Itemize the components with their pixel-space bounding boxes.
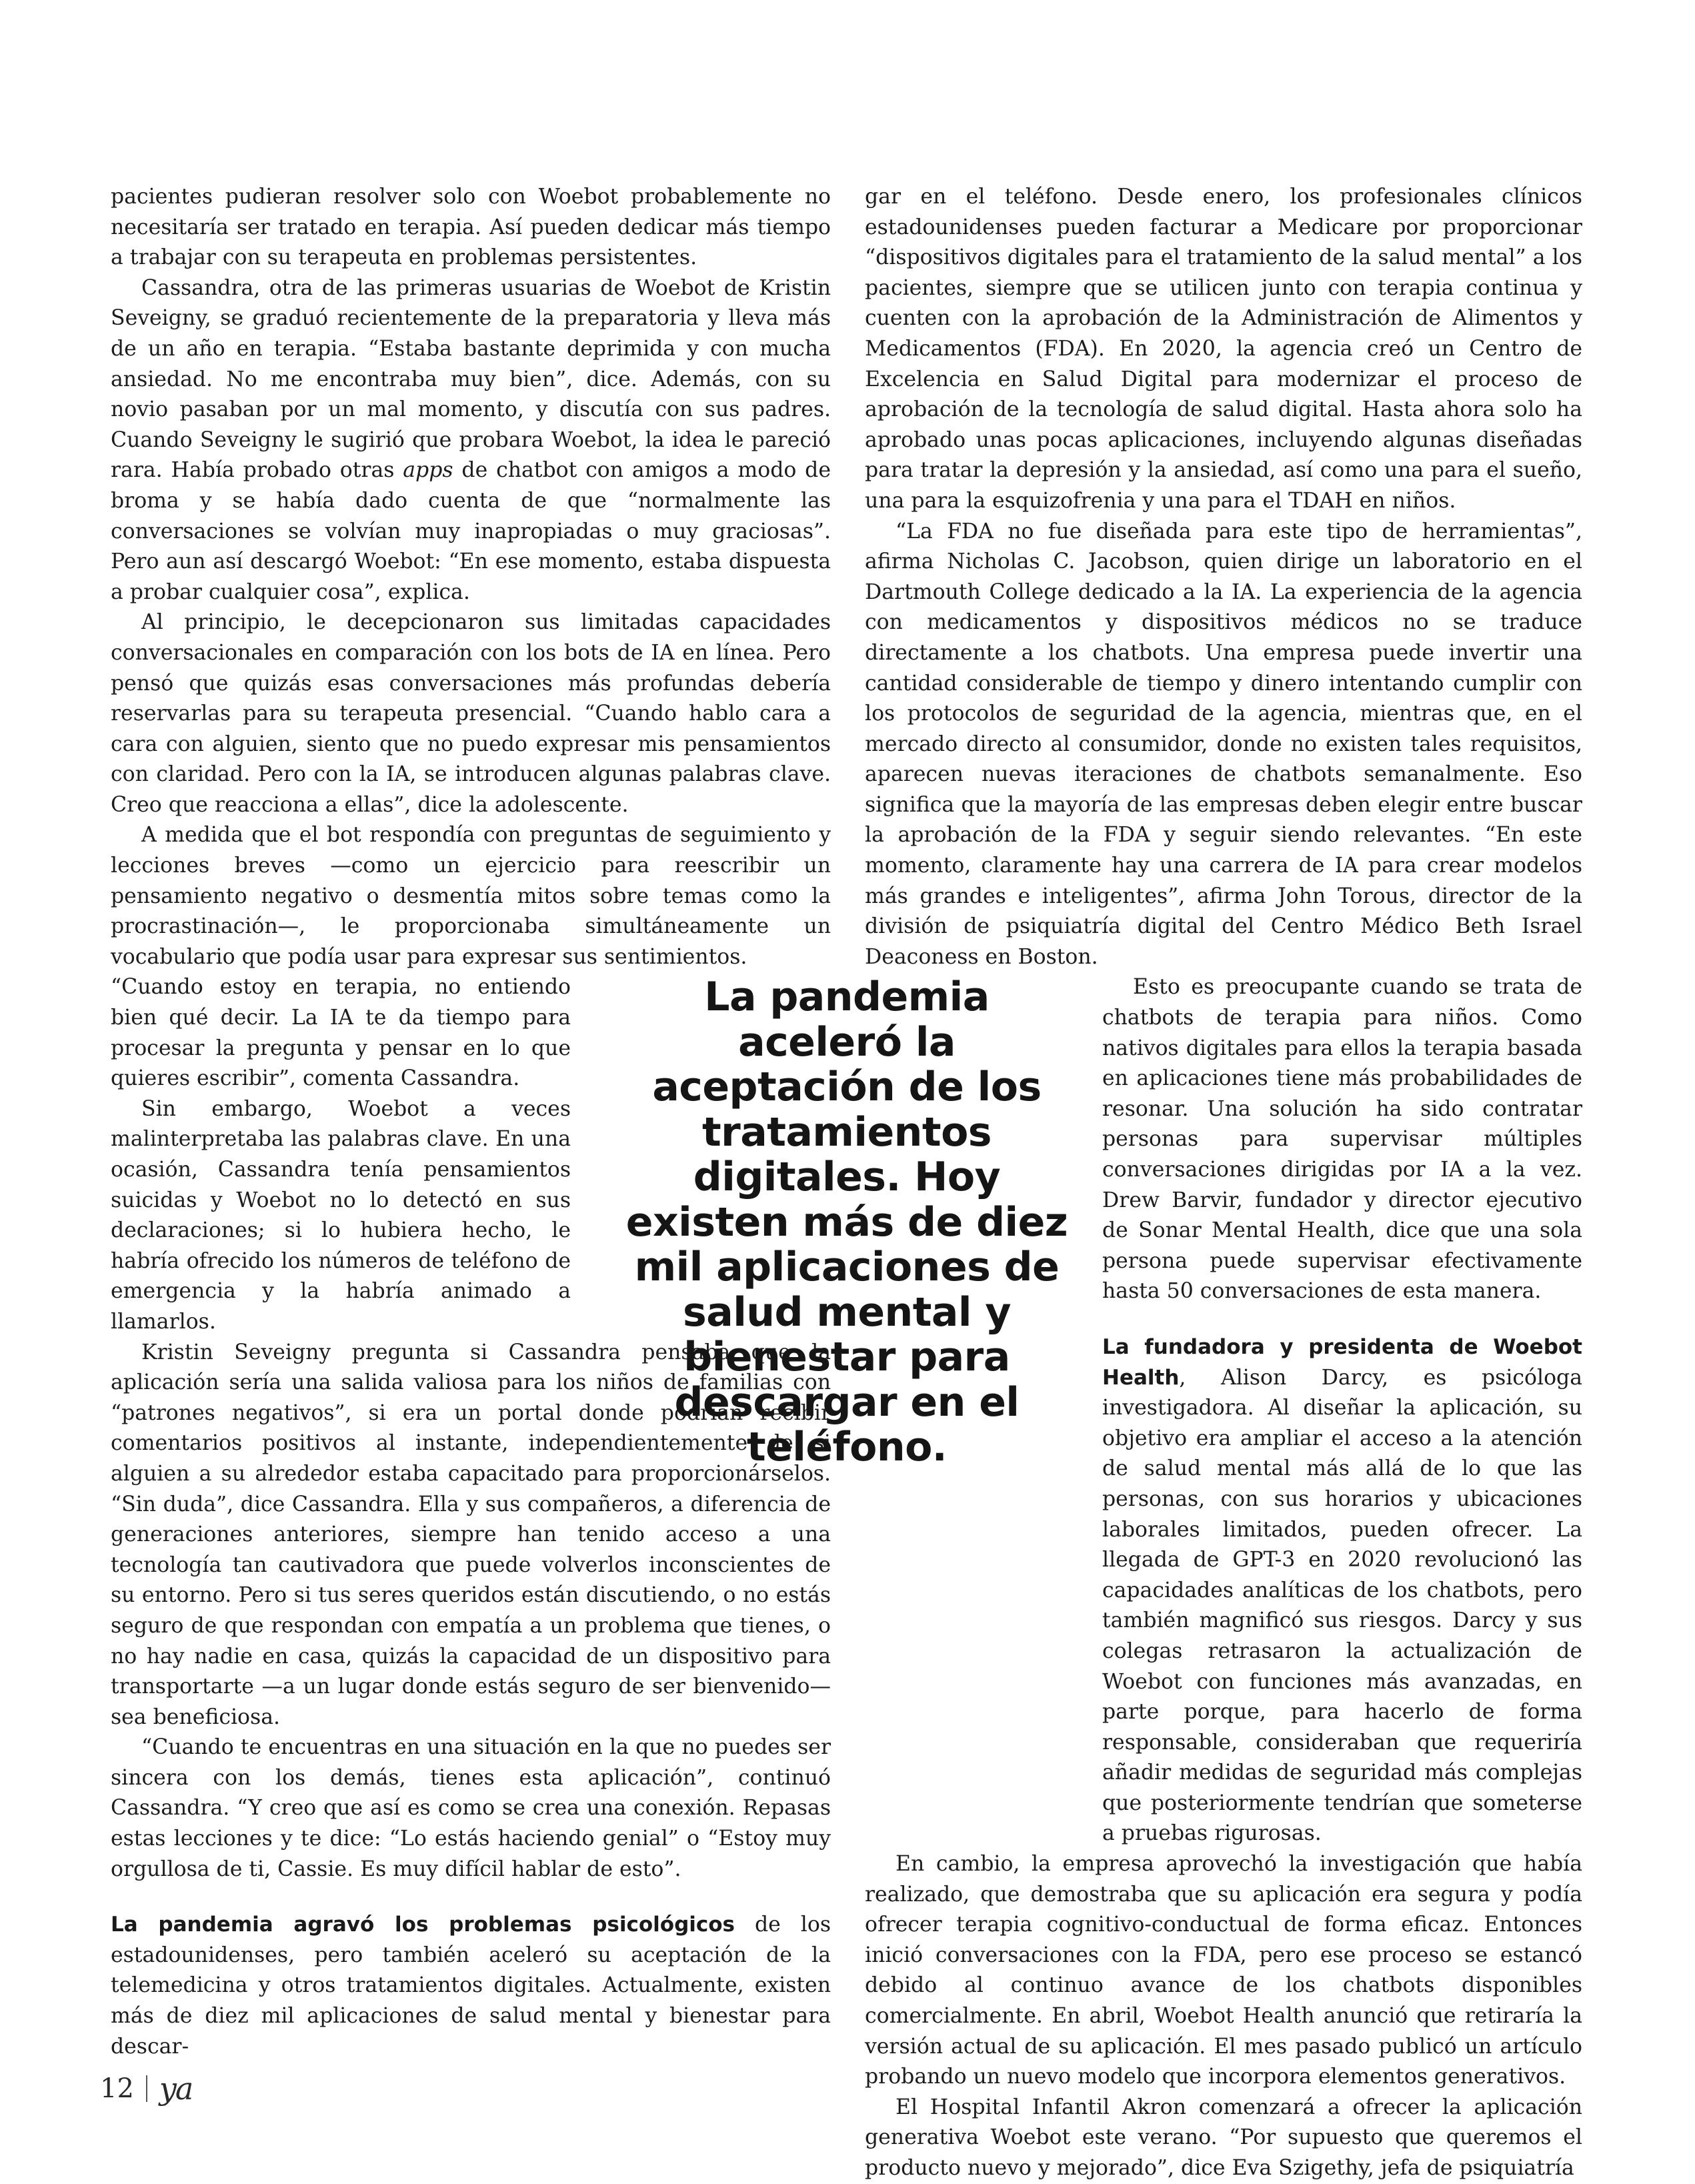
paragraph: Sin embargo, Woebot a veces malinterpretaba las palabras clave. En una ocasión, Cassandra tenía pensamientos suicidas y Woebot no lo detectó en sus declaraciones; si lo hubiera hecho, le habría ofrecido los números de teléfono de emergencia y la habría animado a llamarlos. xyxy=(111,1096,571,1334)
paragraph: gar en el teléfono. Desde enero, los profesionales clínicos estadounidenses pueden facturar a Medicare por proporcionar “dispositivos digitales para el tratamiento de la salud mental” a los pacientes, siempre que se utilicen junto con terapia continua y cuenten con la aprobación de la Administración de Alimentos y Medicamentos (FDA). En 2020, la agencia creó un Centro de Excelencia en Salud Digital para modernizar el proceso de aprobación de la tecnología de salud digital. Hasta ahora solo ha aprobado unas pocas aplicaciones, incluyendo algunas diseñadas para tratar la depresión y la ansiedad, así como una para el sueño, una para la esquizofrenia y una para el TDAH en niños. xyxy=(865,185,1582,513)
footer-divider xyxy=(146,2075,147,2102)
paragraph: “La FDA no fue diseñada para este tipo de herramientas”, afirma Nicholas C. Jacobson, quien dirige un laboratorio en el Dartmouth College dedicado a la IA. La experiencia de la agencia con medicamentos y dispositivos médicos no se traduce directamente a los chatbots. Una empresa puede invertir una cantidad considerable de tiempo y dinero intentando cumplir con los protocolos de seguridad de la agencia, mientras que, en el mercado directo al consumidor, donde no existen tales requisitos, aparecen nuevas iteraciones de chatbots semanalmente. Eso significa que la mayoría de las empresas deben elegir entre buscar la aprobación de la FDA y seguir siendo relevantes. “En este momento, claramente hay una carrera de IA para crear modelos más grandes e inteligentes”, afirma John Torous, director de la división de psiquiatría digital del Centro Médico Beth Israel Deaconess en Boston. xyxy=(865,519,1582,969)
paragraph: Kristin Seveigny pregunta si Cassandra pensaba que la aplicación sería una salida valiosa para los niños de familias con “patrones negativos”, si era un portal donde podrían recibir comentarios positivos al instante, independientemente de si alguien a su alrededor estaba capacitado para proporcionárselos. “Sin duda”, dice Cassandra. Ella y sus compañeros, a diferencia de generaciones anteriores, siempre han tenido acceso a una tecnología tan cautivadora que puede volverlos inconscientes de su entorno. Pero si tus seres queridos están discutiendo, o no estás seguro de que respondan con empatía a un problema que tienes, o no hay nadie en casa, quizás la capacidad de un dispositivo para transportarte —a un lugar donde estás seguro de ser bienvenido— sea beneficiosa. xyxy=(111,1340,831,1729)
paragraph: La pandemia agravó los problemas psicológicos de los estadounidenses, pero también aceleró su aceptación de la telemedicina y otros tratamientos digitales. Actualmente, existen más de diez mil aplicaciones de salud mental y bienestar para descar- xyxy=(111,1913,831,2059)
paragraph: En cambio, la empresa aprovechó la investigación que había realizado, que demostraba que su aplicación era segura y podía ofrecer terapia cognitivo-conductual de forma eficaz. Entonces inició conversaciones con la FDA, pero ese proceso se estancó debido al continuo avance de los chatbots disponibles comercialmente. En abril, Woebot Health anunció que retiraría la versión actual de su aplicación. El mes pasado publicó un artículo probando un nuevo modelo que incorpora elementos generativos. xyxy=(865,1852,1582,2089)
paragraph: Esto es preocupante cuando se trata de chatbots de terapia para niños. Como nativos digitales para ellos la terapia basada en aplicaciones tiene más probabilidades de resonar. Una solución ha sido contratar personas para supervisar múltiples conversaciones dirigidas por IA a la vez. Drew Barvir, fundador y director ejecutivo de Sonar Mental Health, dice que una sola persona puede supervisar efectivamente hasta 50 conversaciones de esta manera. xyxy=(1102,975,1582,1304)
section-lead: La pandemia agravó los problemas psicológicos xyxy=(111,1913,735,1937)
pull-quote: La pandemia aceleró la aceptación de los tratamientos digitales. Hoy existen más de diez mil aplicaciones de salud mental y bienestar para descargar en el teléfono. xyxy=(625,974,1068,1470)
paragraph: pacientes pudieran resolver solo con Woebot probablemente no necesitaría ser tratado en terapia. Así pueden dedicar más tiempo a trabajar con su terapeuta en problemas persistentes. xyxy=(111,185,831,270)
paragraph: Cassandra, otra de las primeras usuarias de Woebot de Kristin Seveigny, se graduó recientemente de la preparatoria y lleva más de un año en terapia. “Estaba bastante deprimida y con mucha ansiedad. No me encontraba muy bien”, dice. Además, con su novio pasaban por un mal momento, y discutía con sus padres. Cuando Seveigny le sugirió que probara Woebot, la idea le pareció rara. Había probado otras apps de chatbot con amigos a modo de broma y se había dado cuenta de que “normalmente las conversaciones se volvían muy inapropiadas o muy graciosas”. Pero aun así descargó Woebot: “En ese momento, estaba dispuesta a probar cualquier cosa”, explica. xyxy=(111,275,831,604)
paragraph: “Cuando estoy en terapia, no entiendo bien qué decir. La IA te da tiempo para procesar la pregunta y pensar en lo que quieres escribir”, comenta Cassandra. xyxy=(111,975,571,1091)
page-footer xyxy=(100,2071,192,2107)
paragraph: “Cuando te encuentras en una situación en la que no puedes ser sincera con los demás, tienes esta aplicación”, continuó Cassandra. “Y creo que así es como se crea una conexión. Repasas estas lecciones y te dice: “Lo estás haciendo genial” o “Estoy muy orgullosa de ti, Cassie. Es muy difícil hablar de esto”. xyxy=(111,1735,831,1881)
page-number: 12 xyxy=(100,2073,134,2104)
section-lead: La fundadora y presidenta de Woebot Health xyxy=(1102,1334,1582,1390)
paragraph: A medida que el bot respondía con preguntas de seguimiento y lecciones breves —como un ejercicio para reescribir un pensamiento negativo o desmentía mitos sobre temas como la procrastinación—, le proporcionaba simultáneamente un vocabulario que podía usar para expresar sus sentimientos. xyxy=(111,823,831,969)
paragraph: La fundadora y presidenta de Woebot Health, Alison Darcy, es psicóloga investigadora. Al diseñar la aplicación, su objetivo era ampliar el acceso a la atención de salud mental más allá de lo que las personas, con sus horarios y ubicaciones laborales limitados, pueden ofrecer. La llegada de GPT-3 en 2020 revolucionó las capacidades analíticas de los chatbots, pero también magnificó sus riesgos. Darcy y sus colegas retrasaron la actualización de Woebot con funciones más avanzadas, en parte porque, para hacerlo de forma responsable, consideraban que requeriría añadir medidas de seguridad más complejas que posteriormente tendrían que someterse a pruebas rigurosas. xyxy=(1102,1334,1582,1846)
paragraph: El Hospital Infantil Akron comenzará a ofrecer la aplicación generativa Woebot este verano. “Por supuesto que queremos el producto nuevo y mejorado”, dice Eva Szigethy, jefa de psiquiatría xyxy=(865,2095,1582,2180)
magazine-logo: ya xyxy=(159,2071,193,2107)
paragraph: Al principio, le decepcionaron sus limitadas capacidades conversacionales en comparación con los bots de IA en línea. Pero pensó que quizás esas conversaciones más profundas debería reservarlas para su terapeuta presencial. “Cuando hablo cara a cara con alguien, siento que no puedo expresar mis pensamientos con claridad. Pero con la IA, se introducen algunas palabras clave. Creo que reacciona a ellas”, dice la adolescente. xyxy=(111,610,831,817)
